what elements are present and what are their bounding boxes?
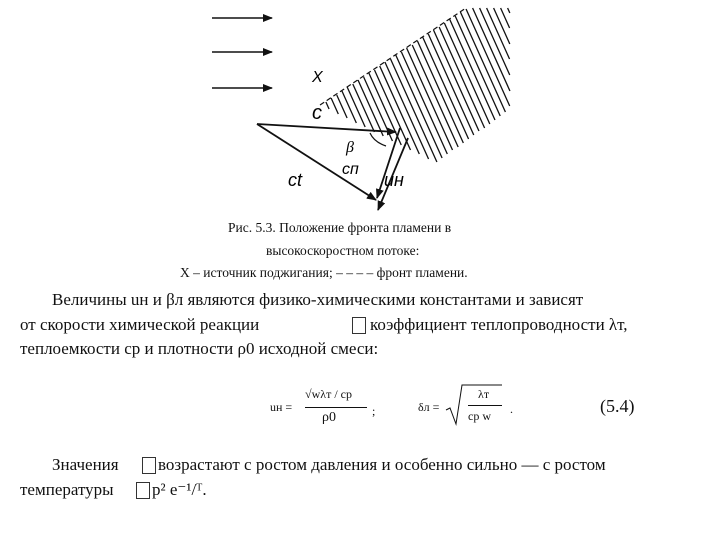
- paragraph1-line3: теплоемкости cp и плотности ρ0 исходной смеси:: [20, 339, 379, 358]
- vector-c-label: c: [312, 102, 322, 124]
- paragraph1-line2b: коэффициент теплопроводности λт,: [370, 315, 628, 334]
- flame-front-figure: [200, 0, 520, 215]
- formula-u-fraction-bar: [305, 407, 367, 408]
- paragraph1-line2a: от скорости химической реакции: [20, 315, 260, 334]
- unknown-symbol-icon: [352, 317, 366, 334]
- paragraph2-line2a: температуры: [20, 480, 114, 499]
- figure-caption-line1: Рис. 5.3. Положение фронта пламени в: [228, 220, 452, 235]
- paragraph2-line1b: возрастают с ростом давления и особенно сильно — с ростом: [158, 455, 606, 474]
- vector-cn-label: cп: [342, 161, 359, 178]
- vector-un-label: uн: [384, 170, 404, 190]
- formula-d-lhs: δл =: [418, 400, 440, 414]
- formula-end: .: [510, 402, 513, 416]
- formula-u-numerator: √wλт / cp: [305, 387, 352, 401]
- angle-beta-label: β: [346, 139, 354, 156]
- ignition-source-label: X: [312, 69, 323, 86]
- figure-caption-line2: высокоскоростном потоке:: [266, 243, 420, 258]
- formula-d-denominator: cp w: [468, 409, 491, 423]
- paragraph1-line1: Величины uн и βл являются физико-химическими константами и зависят: [52, 290, 584, 309]
- formula-d-fraction-bar: [468, 405, 502, 406]
- unknown-symbol-icon: [136, 482, 150, 499]
- paragraph2-line2b: p² e⁻¹/ᵀ.: [152, 480, 207, 499]
- formula-u-lhs: uн =: [270, 400, 293, 414]
- formula-u-denominator: ρ0: [322, 410, 336, 425]
- equation-number: (5.4): [600, 396, 635, 416]
- paragraph2-line1a: Значения: [52, 455, 119, 474]
- vector-ct-label: ct: [288, 170, 303, 190]
- formula-d-numerator: λт: [478, 387, 490, 401]
- figure-caption-line3: Х – источник поджигания; – – – – фронт пламени.: [180, 265, 468, 280]
- flow-arrows: [212, 18, 272, 88]
- unknown-symbol-icon: [142, 457, 156, 474]
- formula-separator: ;: [372, 404, 376, 418]
